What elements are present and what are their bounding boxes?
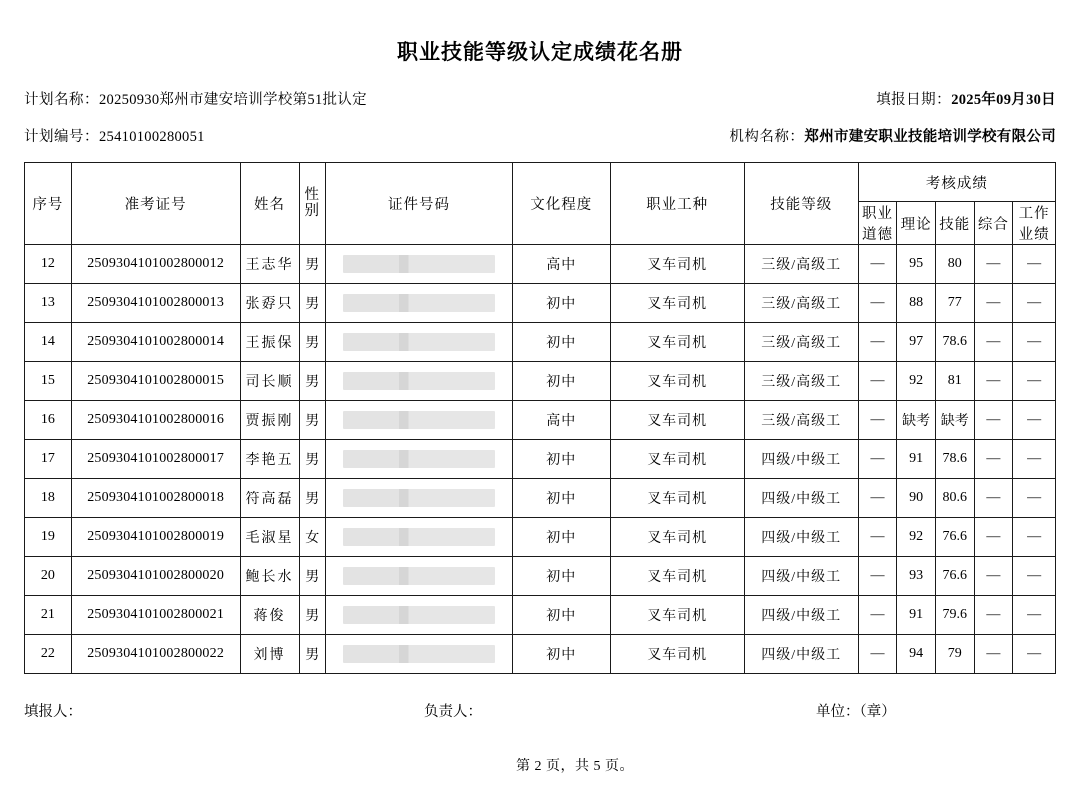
header-row-1 — [25, 163, 1056, 202]
cell-education: 初中 — [513, 557, 611, 596]
cell-comprehensive: — — [974, 635, 1013, 674]
table-row — [25, 284, 1056, 323]
cell-id-number — [325, 518, 512, 557]
redacted-id-bar — [343, 645, 495, 663]
cell-name: 张孬只 — [240, 284, 299, 323]
cell-skill: 77 — [935, 284, 974, 323]
redacted-id-bar — [343, 294, 495, 312]
cell-id-number — [325, 245, 512, 284]
cell-seq: 18 — [25, 479, 72, 518]
cell-theory: 92 — [897, 518, 936, 557]
table-row — [25, 440, 1056, 479]
table-head — [25, 163, 1056, 245]
th-skill: 技能 — [935, 202, 974, 245]
redacted-id-bar — [343, 372, 495, 390]
cell-level: 三级/高级工 — [744, 284, 858, 323]
cell-ethics: — — [858, 479, 897, 518]
cell-job: 叉车司机 — [610, 635, 744, 674]
cell-comprehensive: — — [974, 284, 1013, 323]
cell-gender: 男 — [299, 323, 325, 362]
cell-ethics: — — [858, 401, 897, 440]
cell-ethics: — — [858, 518, 897, 557]
cell-skill: 79.6 — [935, 596, 974, 635]
cell-ticket: 2509304101002800019 — [71, 518, 240, 557]
cell-education: 初中 — [513, 596, 611, 635]
cell-id-number — [325, 440, 512, 479]
cell-job: 叉车司机 — [610, 284, 744, 323]
cell-gender: 男 — [299, 479, 325, 518]
cell-skill: 76.6 — [935, 518, 974, 557]
cell-comprehensive: — — [974, 518, 1013, 557]
cell-theory: 91 — [897, 596, 936, 635]
redacted-id-bar — [343, 528, 495, 546]
cell-ethics: — — [858, 440, 897, 479]
cell-work: — — [1013, 479, 1056, 518]
th-gender — [299, 163, 325, 245]
page-number: 第 2 页，共 5 页。 — [516, 759, 634, 774]
cell-job: 叉车司机 — [610, 440, 744, 479]
table-row — [25, 245, 1056, 284]
table-row — [25, 635, 1056, 674]
cell-gender: 女 — [299, 518, 325, 557]
cell-job: 叉车司机 — [610, 479, 744, 518]
cell-name: 司长顺 — [240, 362, 299, 401]
page-title: 职业技能等级认定成绩花名册 — [397, 41, 683, 64]
cell-ethics: — — [858, 557, 897, 596]
cell-education: 初中 — [513, 479, 611, 518]
cell-education: 初中 — [513, 323, 611, 362]
cell-gender: 男 — [299, 362, 325, 401]
cell-gender: 男 — [299, 284, 325, 323]
cell-gender: 男 — [299, 596, 325, 635]
cell-ticket: 2509304101002800014 — [71, 323, 240, 362]
th-job: 职业工种 — [610, 163, 744, 245]
cell-id-number — [325, 557, 512, 596]
cell-gender: 男 — [299, 245, 325, 284]
cell-ticket: 2509304101002800018 — [71, 479, 240, 518]
cell-seq: 16 — [25, 401, 72, 440]
table-body — [25, 245, 1056, 674]
cell-id-number — [325, 596, 512, 635]
cell-seq: 15 — [25, 362, 72, 401]
cell-work: — — [1013, 440, 1056, 479]
cell-ticket: 2509304101002800020 — [71, 557, 240, 596]
table-row — [25, 596, 1056, 635]
cell-skill: 80 — [935, 245, 974, 284]
cell-work: — — [1013, 362, 1056, 401]
cell-skill: 缺考 — [935, 401, 974, 440]
cell-seq: 20 — [25, 557, 72, 596]
cell-theory: 97 — [897, 323, 936, 362]
cell-seq: 21 — [25, 596, 72, 635]
fill-date — [876, 88, 1056, 109]
cell-id-number — [325, 479, 512, 518]
cell-name: 符高磊 — [240, 479, 299, 518]
cell-job: 叉车司机 — [610, 596, 744, 635]
plan-name-value: 20250930郑州市建安培训学校第51批认定 — [99, 92, 367, 108]
cell-work: — — [1013, 635, 1056, 674]
cell-ticket: 2509304101002800016 — [71, 401, 240, 440]
plan-number-label: 计划编号： — [24, 129, 99, 145]
cell-seq: 13 — [25, 284, 72, 323]
cell-ticket: 2509304101002800017 — [71, 440, 240, 479]
cell-education: 初中 — [513, 440, 611, 479]
cell-skill: 79 — [935, 635, 974, 674]
cell-theory: 缺考 — [897, 401, 936, 440]
cell-name: 鲍长水 — [240, 557, 299, 596]
cell-ethics: — — [858, 362, 897, 401]
cell-comprehensive: — — [974, 245, 1013, 284]
cell-ticket: 2509304101002800021 — [71, 596, 240, 635]
cell-ethics: — — [858, 323, 897, 362]
cell-comprehensive: — — [974, 323, 1013, 362]
meta-row-org — [24, 125, 1056, 146]
th-seq: 序号 — [25, 163, 72, 245]
cell-level: 四级/中级工 — [744, 518, 858, 557]
cell-name: 王振保 — [240, 323, 299, 362]
cell-comprehensive: — — [974, 479, 1013, 518]
cell-seq: 19 — [25, 518, 72, 557]
cell-seq: 17 — [25, 440, 72, 479]
cell-work: — — [1013, 518, 1056, 557]
cell-level: 三级/高级工 — [744, 401, 858, 440]
cell-comprehensive: — — [974, 596, 1013, 635]
cell-job: 叉车司机 — [610, 245, 744, 284]
cell-work: — — [1013, 557, 1056, 596]
cell-level: 四级/中级工 — [744, 596, 858, 635]
cell-theory: 94 — [897, 635, 936, 674]
plan-number — [24, 125, 205, 146]
cell-education: 初中 — [513, 518, 611, 557]
cell-theory: 91 — [897, 440, 936, 479]
cell-skill: 76.6 — [935, 557, 974, 596]
cell-education: 初中 — [513, 362, 611, 401]
cell-job: 叉车司机 — [610, 362, 744, 401]
cell-level: 四级/中级工 — [744, 635, 858, 674]
cell-comprehensive: — — [974, 362, 1013, 401]
cell-id-number — [325, 323, 512, 362]
redacted-id-bar — [343, 606, 495, 624]
cell-ticket: 2509304101002800013 — [71, 284, 240, 323]
cell-skill: 80.6 — [935, 479, 974, 518]
cell-name: 蒋俊 — [240, 596, 299, 635]
cell-work: — — [1013, 323, 1056, 362]
redacted-id-bar — [343, 450, 495, 468]
cell-comprehensive: — — [974, 557, 1013, 596]
footer-person-in-charge: 负责人： — [424, 704, 482, 720]
redacted-id-bar — [343, 411, 495, 429]
plan-name-label: 计划名称： — [24, 92, 99, 108]
cell-seq: 12 — [25, 245, 72, 284]
th-id-number: 证件号码 — [325, 163, 512, 245]
table-row — [25, 557, 1056, 596]
redacted-id-bar — [343, 489, 495, 507]
cell-gender: 男 — [299, 401, 325, 440]
th-ethics: 职业道德 — [858, 202, 897, 245]
table-row — [25, 518, 1056, 557]
cell-name: 李艳五 — [240, 440, 299, 479]
organization — [729, 125, 1056, 146]
cell-work: — — [1013, 596, 1056, 635]
cell-name: 刘博 — [240, 635, 299, 674]
redacted-id-bar — [343, 333, 495, 351]
cell-ticket: 2509304101002800015 — [71, 362, 240, 401]
cell-name: 王志华 — [240, 245, 299, 284]
cell-theory: 90 — [897, 479, 936, 518]
redacted-id-bar — [343, 255, 495, 273]
cell-level: 三级/高级工 — [744, 245, 858, 284]
organization-label: 机构名称： — [729, 129, 805, 145]
cell-job: 叉车司机 — [610, 323, 744, 362]
cell-gender: 男 — [299, 440, 325, 479]
table-row — [25, 479, 1056, 518]
cell-comprehensive: — — [974, 440, 1013, 479]
cell-skill: 81 — [935, 362, 974, 401]
table-row — [25, 362, 1056, 401]
cell-work: — — [1013, 401, 1056, 440]
th-work: 工作业绩 — [1013, 202, 1056, 245]
cell-work: — — [1013, 284, 1056, 323]
signature-footer — [24, 700, 1056, 721]
cell-job: 叉车司机 — [610, 401, 744, 440]
cell-gender: 男 — [299, 557, 325, 596]
document-page — [0, 36, 1080, 797]
cell-id-number — [325, 362, 512, 401]
cell-theory: 88 — [897, 284, 936, 323]
cell-ethics: — — [858, 635, 897, 674]
cell-level: 四级/中级工 — [744, 479, 858, 518]
cell-education: 高中 — [513, 401, 611, 440]
cell-job: 叉车司机 — [610, 518, 744, 557]
th-scores-group: 考核成绩 — [858, 163, 1055, 202]
footer-unit: 单位：（章） — [816, 704, 896, 720]
cell-theory: 95 — [897, 245, 936, 284]
meta-row-plan — [24, 88, 1056, 109]
th-ticket: 准考证号 — [71, 163, 240, 245]
cell-comprehensive: — — [974, 401, 1013, 440]
th-gender-text: 性别 — [304, 187, 320, 219]
cell-seq: 22 — [25, 635, 72, 674]
th-level: 技能等级 — [744, 163, 858, 245]
cell-ticket: 2509304101002800022 — [71, 635, 240, 674]
redacted-id-bar — [343, 567, 495, 585]
th-theory: 理论 — [897, 202, 936, 245]
organization-value: 郑州市建安职业技能培训学校有限公司 — [804, 129, 1056, 145]
document-meta — [24, 88, 1056, 146]
cell-seq: 14 — [25, 323, 72, 362]
cell-level: 四级/中级工 — [744, 440, 858, 479]
cell-ethics: — — [858, 245, 897, 284]
cell-level: 四级/中级工 — [744, 557, 858, 596]
footer-reporter: 填报人： — [24, 704, 82, 720]
cell-work: — — [1013, 245, 1056, 284]
cell-ethics: — — [858, 596, 897, 635]
table-row — [25, 401, 1056, 440]
cell-theory: 93 — [897, 557, 936, 596]
th-education: 文化程度 — [513, 163, 611, 245]
cell-skill: 78.6 — [935, 440, 974, 479]
plan-number-value: 25410100280051 — [99, 129, 205, 145]
fill-date-value: 2025年09月30日 — [951, 92, 1056, 108]
plan-name — [24, 88, 367, 109]
cell-name: 毛淑星 — [240, 518, 299, 557]
cell-ticket: 2509304101002800012 — [71, 245, 240, 284]
roster-table — [24, 162, 1056, 674]
cell-ethics: — — [858, 284, 897, 323]
cell-gender: 男 — [299, 635, 325, 674]
cell-id-number — [325, 284, 512, 323]
th-name: 姓名 — [240, 163, 299, 245]
cell-education: 初中 — [513, 284, 611, 323]
cell-name: 贾振刚 — [240, 401, 299, 440]
cell-education: 高中 — [513, 245, 611, 284]
cell-theory: 92 — [897, 362, 936, 401]
th-comprehensive: 综合 — [974, 202, 1013, 245]
cell-job: 叉车司机 — [610, 557, 744, 596]
cell-id-number — [325, 635, 512, 674]
fill-date-label: 填报日期： — [876, 92, 952, 108]
cell-skill: 78.6 — [935, 323, 974, 362]
cell-level: 三级/高级工 — [744, 362, 858, 401]
cell-level: 三级/高级工 — [744, 323, 858, 362]
cell-education: 初中 — [513, 635, 611, 674]
cell-id-number — [325, 401, 512, 440]
table-row — [25, 323, 1056, 362]
